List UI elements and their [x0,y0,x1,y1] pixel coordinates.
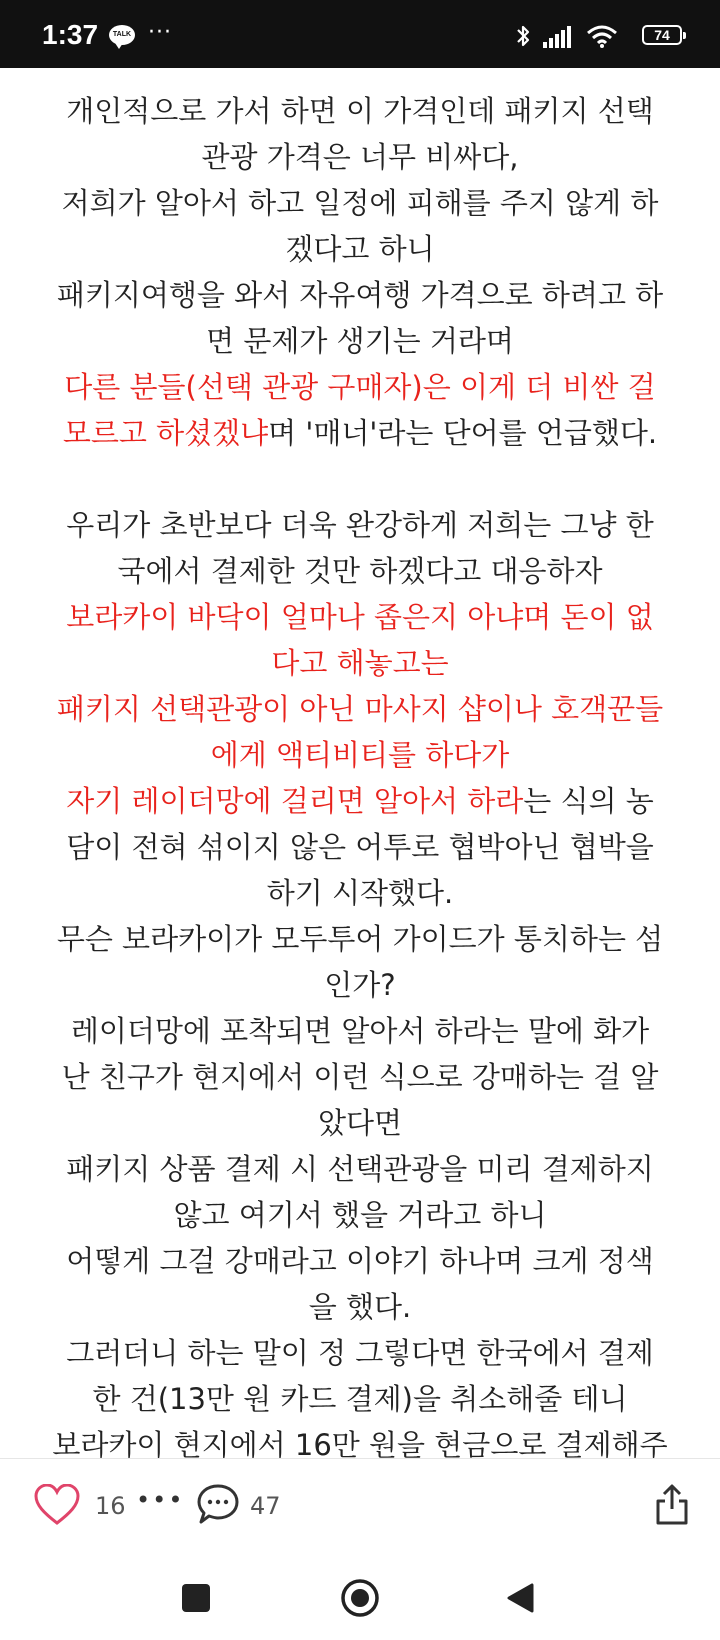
comment-count: 47 [250,1492,281,1520]
article-line: 어떻게 그걸 강매라고 이야기 하나며 크게 정색 [66,1244,654,1278]
share-icon[interactable] [654,1483,690,1527]
article-line: 겠다고 하니 [285,232,435,266]
talk-badge-label: TALK [112,31,132,38]
battery-icon: 74 [642,25,682,45]
article-line: 않고 여기서 했을 거라고 하니 [173,1198,547,1232]
recent-apps-icon[interactable] [182,1584,210,1612]
article-line: 우리가 초반보다 더욱 완강하게 저희는 그냥 한 [66,508,654,542]
article-line: 다고 해놓고는 [271,646,449,680]
article-line: 패키지 상품 결제 시 선택관광을 미리 결제하지 [66,1152,654,1186]
article-line: 에게 액티비티를 하다가 [210,738,510,772]
wifi-icon [586,24,618,48]
home-icon[interactable] [340,1578,380,1618]
article-line: 저희가 알아서 하고 일정에 피해를 주지 않게 하 [61,186,659,220]
article-line: 을 했다. [308,1290,412,1324]
article-line: 담이 전혀 섞이지 않은 어투로 협박아닌 협박을 [66,830,654,864]
article-line: 보라카이 바닥이 얼마나 좁은지 아냐며 돈이 없 [66,600,654,634]
status-bar [0,0,720,68]
article-line: 무슨 보라카이가 모두투어 가이드가 통치하는 섬 [56,922,664,956]
highlighted-text: 자기 레이더망에 걸리면 알아서 하라 [66,784,524,818]
article-line: 다른 분들(선택 관광 구매자)은 이게 더 비싼 걸 [64,370,656,404]
bluetooth-icon [515,24,531,48]
article-line: 난 친구가 현지에서 이런 식으로 강매하는 걸 알 [61,1060,659,1094]
kakaotalk-notification-icon [109,25,135,45]
status-time: 1:37 [42,19,99,50]
article-line: 패키지여행을 와서 자유여행 가격으로 하려고 하 [56,278,664,312]
article-body [0,80,720,1458]
comment-icon[interactable] [196,1483,240,1525]
article-line: 개인적으로 가서 하면 이 가격인데 패키지 선택 [66,94,654,128]
system-navigation-bar [0,1548,720,1640]
article-line: 보라카이 현지에서 16만 원을 현금으로 결제해주 [52,1428,668,1458]
article-line: 면 문제가 생기는 거라며 [206,324,514,358]
like-heart-icon[interactable] [34,1484,80,1526]
article-line: 국에서 결제한 것만 하겠다고 대응하자 [117,554,603,588]
article-line: 패키지 선택관광이 아닌 마사지 샵이나 호객꾼들 [56,692,664,726]
article-line: 관광 가격은 너무 비싸다, [201,140,519,174]
back-icon[interactable] [505,1582,535,1614]
article-line: 인가? [324,968,396,1002]
more-notifications-icon: ··· [148,20,172,45]
action-bar [0,1458,720,1549]
like-count: 16 [95,1492,126,1520]
article-text: 며 '매너'라는 단어를 언급했다. [268,416,658,450]
article-line: 레이더망에 포착되면 알아서 하라는 말에 화가 [70,1014,650,1048]
article-line: 았다면 [317,1106,403,1140]
article-line [0,410,720,456]
article-line: 한 건(13만 원 카드 결제)을 취소해줄 테니 [92,1382,628,1416]
article-line: 그러더니 하는 말이 정 그렇다면 한국에서 결제 [66,1336,654,1370]
highlighted-text: 모르고 하셨겠냐 [62,416,269,450]
article-line [0,778,720,824]
more-options-button[interactable]: ••• [136,1486,185,1514]
article-text: 는 식의 농 [523,784,654,818]
signal-icon [543,26,573,48]
article-line: 하기 시작했다. [266,876,454,910]
